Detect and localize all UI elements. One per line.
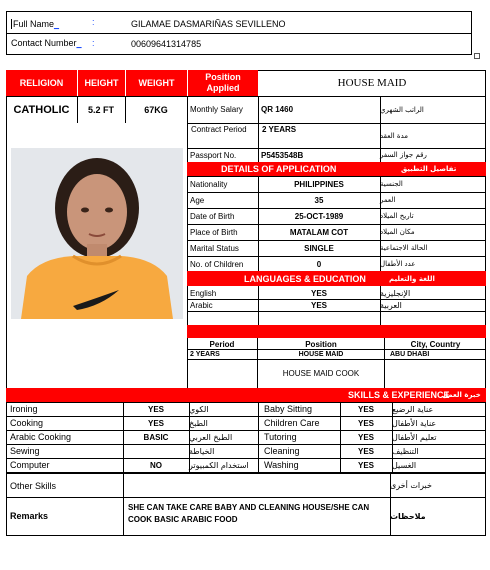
skill-label: Baby Sitting bbox=[264, 404, 313, 414]
skill-label: Ironing bbox=[10, 404, 38, 414]
remarks-ar: ملاحظات bbox=[390, 511, 426, 521]
monthly-salary-label: Monthly Salary bbox=[190, 105, 243, 114]
skill-value: NO bbox=[150, 460, 162, 470]
skill-ar: التنظيف bbox=[392, 446, 419, 456]
skill-ar: الطبخ العربي bbox=[189, 432, 233, 442]
other-skills-label: Other Skills bbox=[10, 480, 57, 491]
skill-value: YES bbox=[357, 404, 374, 414]
detail-label: Place of Birth bbox=[190, 227, 238, 237]
detail-ar: الجنسية bbox=[380, 180, 403, 188]
detail-label: Marital Status bbox=[190, 243, 239, 253]
language-label: Arabic bbox=[190, 300, 213, 310]
skill-ar: استخدام الكمبيوتر bbox=[189, 460, 249, 470]
skill-value: YES bbox=[357, 446, 374, 456]
detail-ar: مكان الميلاد bbox=[380, 228, 415, 236]
passport-value: P5453548B bbox=[261, 150, 304, 160]
skills-header: SKILLS & EXPERIENCE خبرة العمل bbox=[6, 388, 486, 402]
detail-value: MATALAM COT bbox=[289, 227, 349, 237]
detail-value: 35 bbox=[314, 195, 324, 205]
skill-value: YES bbox=[147, 418, 164, 428]
language-ar: العربية bbox=[380, 300, 402, 310]
skill-value: YES bbox=[357, 432, 374, 442]
experience-position: HOUSE MAID bbox=[298, 350, 344, 358]
weight-value: 67KG bbox=[144, 104, 168, 115]
skill-value: YES bbox=[357, 418, 374, 428]
skill-label: Cleaning bbox=[264, 446, 300, 456]
skill-value: YES bbox=[357, 460, 374, 470]
details-header: DETAILS OF APPLICATION تفاصيل التطبيق bbox=[187, 162, 486, 176]
detail-label: Age bbox=[190, 195, 205, 205]
languages-header: LANGUAGES & EDUCATION اللغة والتعليم bbox=[187, 271, 486, 286]
skill-label: Arabic Cooking bbox=[10, 432, 72, 442]
applicant-photo bbox=[11, 148, 183, 319]
skill-value: YES bbox=[147, 404, 164, 414]
period-header: Period bbox=[209, 339, 235, 349]
experience-red-bar bbox=[187, 325, 486, 338]
skill-value bbox=[124, 444, 188, 458]
language-value: YES bbox=[310, 288, 327, 298]
skill-ar: تعليم الأطفال bbox=[392, 432, 437, 442]
religion-header: RELIGION bbox=[6, 70, 77, 96]
position-header: Position bbox=[305, 339, 337, 349]
language-value: YES bbox=[310, 300, 327, 310]
detail-value: 25-OCT-1989 bbox=[294, 211, 344, 221]
skill-label: Children Care bbox=[264, 418, 320, 428]
city-header: City, Country bbox=[410, 339, 461, 349]
language-label: English bbox=[190, 288, 217, 298]
detail-value: PHILIPPINES bbox=[294, 179, 344, 189]
skill-label: Cooking bbox=[10, 418, 44, 428]
detail-value: 0 bbox=[316, 259, 322, 269]
contact-number-value: 00609641314785 bbox=[131, 39, 202, 49]
skill-label: Computer bbox=[10, 460, 50, 470]
contract-period-value: 2 YEARS bbox=[262, 125, 297, 134]
passport-ar: رقم جواز السفر bbox=[380, 151, 427, 159]
weight-header: WEIGHT bbox=[125, 70, 187, 96]
skill-ar: الطبخ bbox=[189, 418, 208, 428]
remarks-label: Remarks bbox=[10, 511, 49, 521]
experience-description: HOUSE MAID COOK bbox=[282, 368, 360, 378]
contract-period-ar: مدة العقد bbox=[380, 132, 408, 140]
detail-ar: عدد الأطفال bbox=[380, 260, 416, 268]
resize-handle-icon[interactable] bbox=[474, 53, 480, 59]
experience-period: 2 YEARS bbox=[190, 350, 220, 358]
skill-label: Washing bbox=[264, 460, 299, 470]
skill-value: BASIC bbox=[143, 432, 169, 442]
skill-label: Tutoring bbox=[264, 432, 297, 442]
detail-label: No. of Children bbox=[190, 259, 244, 269]
monthly-salary-ar: الراتب الشهري bbox=[380, 105, 424, 114]
skill-ar: الخياطة bbox=[189, 446, 215, 456]
skill-ar: الغسيل bbox=[392, 460, 417, 470]
full-name-value: GILAMAE DASMARIÑAS SEVILLENO bbox=[131, 19, 286, 29]
position-applied-value: HOUSE MAID bbox=[337, 77, 407, 89]
detail-ar: تاريخ الميلاد bbox=[380, 212, 414, 220]
position-applied-header: Position Applied bbox=[187, 70, 258, 96]
remarks-value: SHE CAN TAKE CARE BABY AND CLEANING HOUSE/SHE CAN COOK BASIC ARABIC FOOD bbox=[128, 503, 370, 524]
height-header: HEIGHT bbox=[77, 70, 125, 96]
detail-label: Date of Birth bbox=[190, 211, 235, 221]
contact-number-label: Contact Number_ bbox=[11, 38, 82, 48]
detail-value: SINGLE bbox=[304, 243, 334, 253]
passport-label: Passport No. bbox=[190, 150, 237, 160]
skill-ar: عناية الرضيع bbox=[392, 404, 434, 414]
detail-ar: الحالة الاجتماعية bbox=[380, 244, 428, 252]
colon-1: : bbox=[92, 17, 95, 27]
detail-label: Nationality bbox=[190, 179, 228, 189]
skill-label: Sewing bbox=[10, 446, 40, 456]
skill-ar: عناية الأطفال bbox=[392, 418, 437, 428]
contract-period-label: Contract Period bbox=[191, 125, 247, 134]
full-name-label: Full Name _ bbox=[13, 19, 60, 29]
other-skills-ar: خبرات أخرى bbox=[390, 481, 432, 490]
skill-ar: الكوي bbox=[189, 404, 209, 414]
colon-2: : bbox=[92, 38, 95, 48]
experience-city: ABU DHABI bbox=[390, 350, 430, 358]
height-value: 5.2 FT bbox=[87, 104, 114, 115]
language-ar: الإنجليزية bbox=[380, 288, 411, 298]
monthly-salary-value: QR 1460 bbox=[261, 105, 294, 114]
religion-value: CATHOLIC bbox=[13, 103, 70, 116]
detail-ar: العمر bbox=[380, 196, 396, 204]
